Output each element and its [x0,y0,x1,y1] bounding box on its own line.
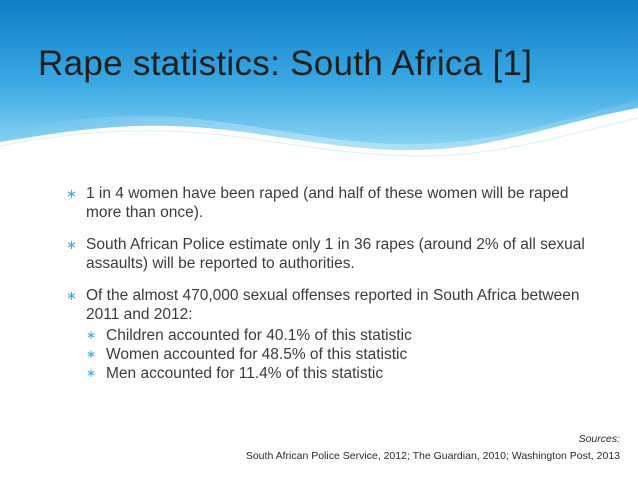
sub-bullet-text: Women accounted for 48.5% of this statistic [106,346,408,363]
sub-bullet-item [86,364,586,383]
bullet-item [66,185,586,222]
asterisk-bullet-icon: ∗ [86,328,97,342]
sub-bullet-item [86,345,586,364]
bullet-text: Of the almost 470,000 sexual offenses reported in South Africa between 2011 and 2012: [86,287,580,323]
bullet-text: South African Police estimate only 1 in 36 rapes (around 2% of all sexual assaults) will be reported to authorities. [86,236,585,272]
sub-bullet-text: Children accounted for 40.1% of this statistic [106,327,412,344]
sources-text: South African Police Service, 2012; The Guardian, 2010; Washington Post, 2013 [245,450,620,462]
bullet-item [66,287,586,383]
asterisk-bullet-icon: ∗ [66,288,77,303]
asterisk-bullet-icon: ∗ [86,347,97,361]
bullet-item [66,236,586,273]
asterisk-bullet-icon: ∗ [66,237,77,252]
bullet-text: 1 in 4 women have been raped (and half of these women will be raped more than once). [86,185,569,221]
asterisk-bullet-icon: ∗ [66,186,77,201]
sub-bullet-text: Men accounted for 11.4% of this statistic [106,365,384,382]
sub-bullet-list [86,326,586,383]
asterisk-bullet-icon: ∗ [86,366,97,380]
sub-bullet-item [86,326,586,345]
sources-footnote [246,431,620,465]
slide-title: Rape statistics: South Africa [1] [38,44,533,83]
sources-label: Sources: [578,433,620,445]
bullet-list [66,185,586,397]
